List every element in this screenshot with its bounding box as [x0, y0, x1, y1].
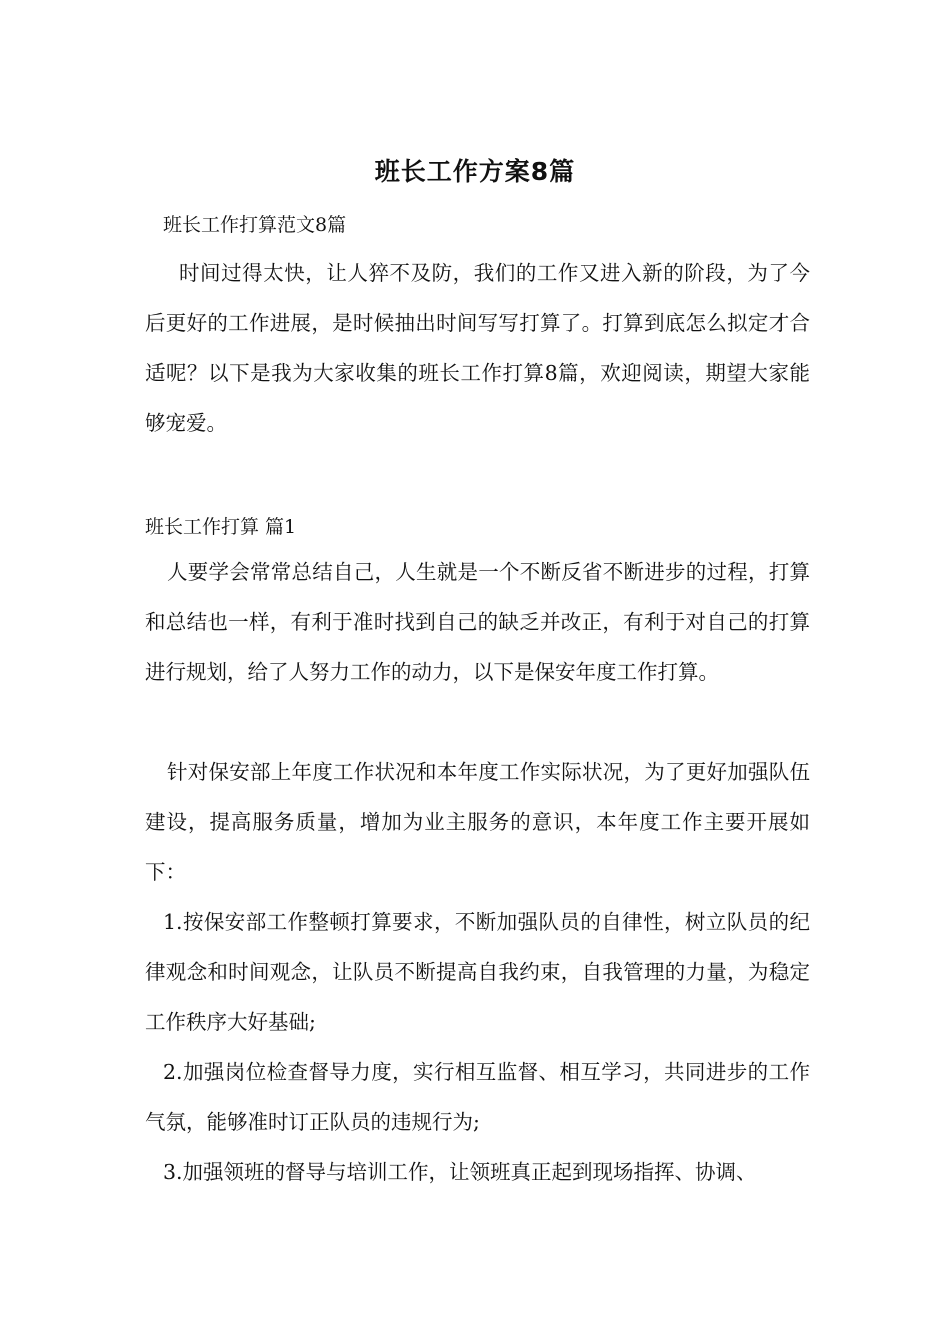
- list-item: 2.加强岗位检查督导力度，实行相互监督、相互学习，共同进步的工作气氛，能够准时订正队员的违规行为;: [145, 1060, 810, 1134]
- body-paragraph: 人要学会常常总结自己，人生就是一个不断反省不断进步的过程，打算和总结也一样，有利于准时找到自己的缺乏并改正，有利于对自己的打算进行规划，给了人努力工作的动力，以下是保安年度工作打算。: [145, 560, 810, 684]
- document-title: 班长工作方案8篇: [374, 157, 576, 186]
- list-item: 1.按保安部工作整顿打算要求，不断加强队员的自律性，树立队员的纪律观念和时间观念，让队员不断提高自我约束，自我管理的力量，为稳定工作秩序大好基础;: [145, 910, 810, 1034]
- list-item: 3.加强领班的督导与培训工作，让领班真正起到现场指挥、协调、: [163, 1160, 757, 1184]
- intro-paragraph: 时间过得太快，让人猝不及防，我们的工作又进入新的阶段，为了今后更好的工作进展，是时候抽出时间写写打算了。打算到底怎么拟定才合适呢？以下是我为大家收集的班长工作打算8篇，欢迎阅读，期望大家能够宠爱。: [145, 261, 810, 435]
- document-subtitle: 班长工作打算范文8篇: [163, 214, 347, 236]
- body-paragraph: 针对保安部上年度工作状况和本年度工作实际状况，为了更好加强队伍建设，提高服务质量，增加为业主服务的意识，本年度工作主要开展如下：: [145, 760, 810, 884]
- section-heading: 班长工作打算 篇1: [145, 516, 297, 538]
